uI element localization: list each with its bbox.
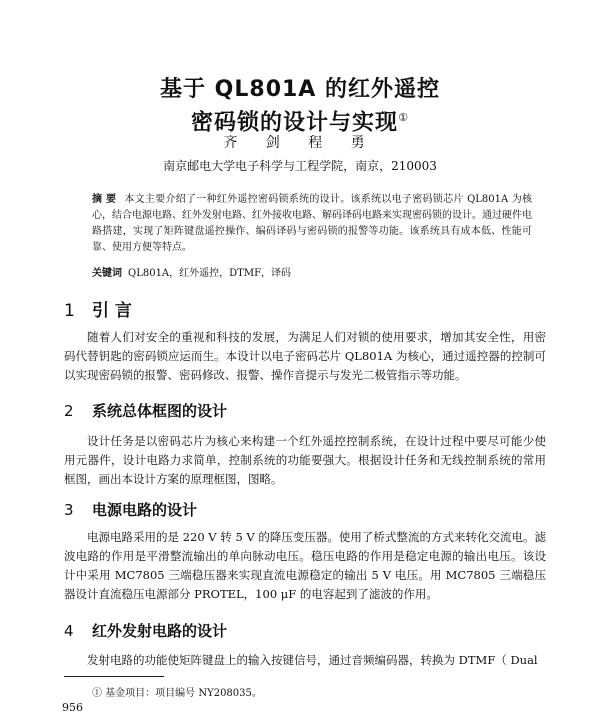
keywords-label: 关键词: [92, 268, 122, 279]
section-2-body: 设计任务是以密码芯片为核心来构建一个红外遥控控制系统，在设计过程中要尽可能少使用元器件，设计电路力求简单，控制系统的功能要强大。根据设计任务和无线控制系统的常用框图，画出本设计方案的原理框图，图略。: [64, 434, 546, 486]
title-line-2-text: 密码锁的设计与实现: [191, 110, 399, 136]
section-title: 系统总体框图的设计: [92, 402, 228, 420]
abstract-label: 摘 要: [92, 194, 117, 205]
title-line-1: 基于 QL801A 的红外遥控: [160, 77, 440, 102]
section-heading-2: [64, 400, 227, 421]
title-footnote-mark: ①: [398, 111, 409, 124]
abstract: [92, 192, 532, 256]
section-3-body: 电源电路采用的是 220 V 转 5 V 的降压变压器。使用了桥式整流的方式来转化交流电。滤波电路的作用是平滑整流输出的单向脉动电压。稳压电路的作用是稳定电源的输出电压。该设计中采用 MC7805 三端稳压器来实现直流电源稳定的输出 5 V 电压。用 MC7805 三端稳压器设计直流稳压电源部分 PROTEL，100 μF 的电容起到了滤波的作用。: [64, 530, 546, 601]
section-4-body: 发射电路的功能使矩阵键盘上的输入按键信号，通过音频编码器，转换为 DTMF（ Dual: [87, 653, 538, 667]
section-number: 4: [64, 622, 74, 640]
page-number: 956: [62, 701, 83, 714]
footnote: ① 基金项目：项目编号 NY208035。: [92, 688, 262, 699]
section-heading-1: [64, 296, 132, 321]
section-number: 1: [64, 301, 75, 321]
affiliation: 南京邮电大学电子科学与工程学院，南京，210003: [163, 159, 437, 173]
section-number: 2: [64, 402, 74, 420]
keywords: [92, 264, 532, 279]
section-title: 引 言: [92, 301, 132, 321]
section-title: 电源电路的设计: [92, 501, 198, 519]
keywords-text: QL801A，红外遥控，DTMF，译码: [128, 268, 292, 279]
section-number: 3: [64, 501, 74, 519]
abstract-text: 本文主要介绍了一种红外遥控密码锁系统的设计。该系统以电子密码锁芯片 QL801A 为核心，结合电源电路、红外发射电路、红外接收电路、解码译码电路来实现密码锁的设计。通过硬件电路搭建，实现了矩阵键盘遥控操作、编码译码与密码锁的报警等功能。该系统具有成本低、性能可靠、使用方便等特点。: [92, 194, 532, 253]
section-1-body: 随着人们对安全的重视和科技的发展，为满足人们对锁的使用要求，增加其安全性，用密码代替钥匙的密码锁应运而生。本设计以电子密码芯片 QL801A 为核心，通过遥控器的控制可以实现密码锁的报警、密码修改、报警、操作音提示与发光二极管指示等功能。: [64, 330, 546, 382]
footnote-divider: [64, 676, 164, 677]
section-heading-3: [64, 499, 197, 520]
section-heading-4: [64, 620, 227, 641]
authors: 齐 剑 程 勇: [223, 135, 377, 151]
section-title: 红外发射电路的设计: [92, 622, 228, 640]
